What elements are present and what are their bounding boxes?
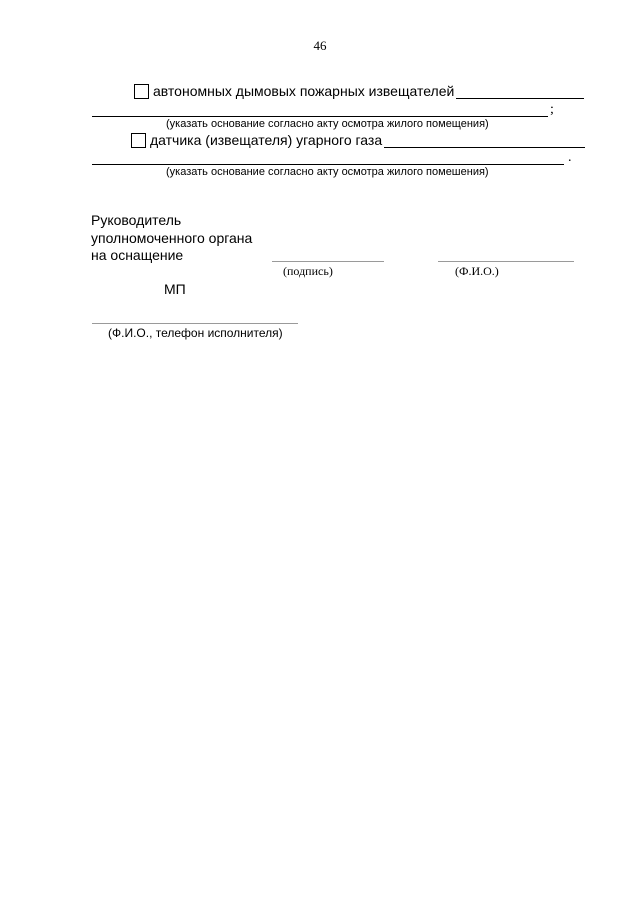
smoke-detectors-label: автономных дымовых пожарных извещателей — [153, 83, 455, 99]
signatory-title-line-2: уполномоченного органа — [91, 230, 253, 246]
smoke-detectors-checkbox[interactable] — [134, 84, 149, 99]
gas-sensor-caption: (указать основание согласно акту осмотра жилого помешения) — [166, 166, 489, 178]
stamp-placeholder: МП — [164, 281, 186, 297]
gas-sensor-checkbox[interactable] — [131, 133, 146, 148]
page-number: 46 — [313, 38, 327, 53]
name-caption: (Ф.И.О.) — [455, 264, 499, 278]
signatory-title-line-1: Руководитель — [91, 212, 182, 228]
smoke-detectors-fill-line — [456, 98, 584, 99]
executor-line — [92, 323, 298, 324]
smoke-detectors-basis-line — [92, 116, 548, 117]
gas-sensor-basis-line — [92, 164, 564, 165]
executor-caption: (Ф.И.О., телефон исполнителя) — [108, 326, 283, 340]
gas-sensor-end-mark: . — [568, 150, 572, 165]
signatory-title-line-3: на оснащение — [91, 247, 184, 263]
smoke-detectors-end-mark: ; — [550, 102, 554, 117]
gas-sensor-fill-line — [384, 147, 585, 148]
gas-sensor-label: датчика (извещателя) угарного газа — [150, 132, 383, 148]
smoke-detectors-caption: (указать основание согласно акту осмотра жилого помещения) — [166, 118, 489, 130]
signature-caption: (подпись) — [283, 264, 333, 278]
name-line — [438, 261, 574, 262]
signature-line — [272, 261, 384, 262]
